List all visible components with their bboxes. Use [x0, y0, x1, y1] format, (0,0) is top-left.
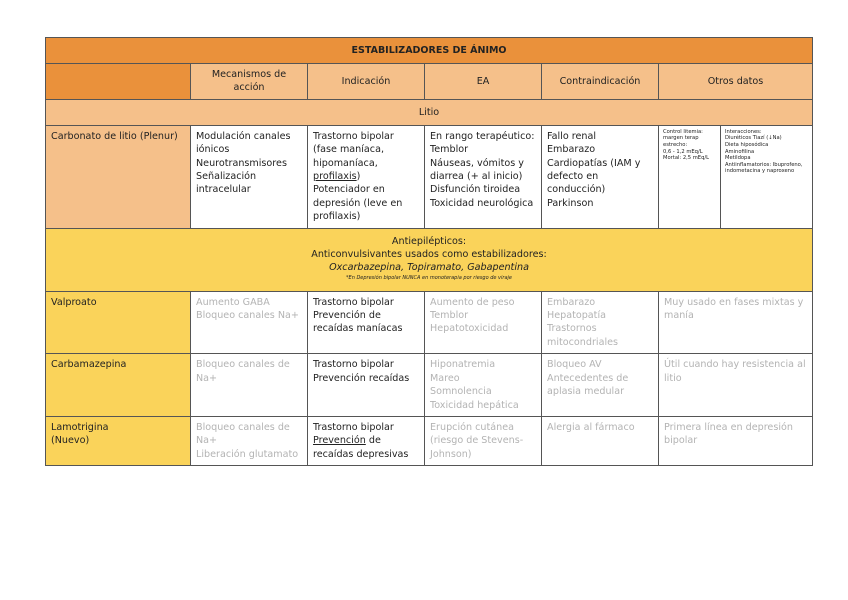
cell-line: Hiponatremia — [430, 359, 496, 371]
cell-line: Neurotransmisores — [196, 157, 287, 169]
cell-line: Modulación canales iónicos — [196, 130, 291, 156]
carbamazepina-otros: Útil cuando hay resistencia al litio — [659, 354, 813, 417]
litio-otros-interacciones — [721, 125, 813, 228]
cell-text: ) — [356, 171, 361, 183]
cell-line: Mareo — [430, 372, 460, 384]
cell-line: Parkinson — [547, 197, 594, 209]
cell-line: Toxicidad hepática — [430, 399, 519, 411]
lamotrigina-otros: Primera línea en depresión bipolar — [659, 416, 813, 465]
cell-line: Temblor — [430, 144, 469, 156]
cell-text: de recaídas depresivas — [313, 435, 409, 460]
mood-stabilizers-table — [45, 37, 813, 466]
lamotrigina-mecanismos — [191, 416, 308, 465]
table-title: ESTABILIZADORES DE ÁNIMO — [46, 38, 813, 64]
valproato-mecanismos — [191, 291, 308, 354]
table-row — [46, 416, 813, 465]
lamotrigina-ea: Erupción cutánea (riesgo de Stevens-Johnson) — [425, 416, 542, 465]
cell-line: Disfunción tiroidea — [430, 184, 521, 196]
cell-line: Cardiopatías (IAM y defecto en conducción) — [547, 157, 641, 196]
underlined-text: Prevención — [313, 435, 366, 447]
table-row — [46, 291, 813, 354]
cell-line: Liberación glutamato — [196, 448, 299, 460]
cell-line: Potenciador en depresión (leve en profilaxis) — [313, 184, 403, 223]
header-blank — [46, 64, 191, 100]
carbamazepina-mecanismos — [191, 354, 308, 417]
cell-line: Bloqueo canales de Na+ — [196, 359, 290, 384]
valproato-ea — [425, 291, 542, 354]
cell-line: Señalización intracelular — [196, 171, 257, 196]
drug-name-lamotrigina — [46, 416, 191, 465]
drug-name-carbamazepina: Carbamazepina — [46, 354, 191, 417]
cell-line: Embarazo — [547, 144, 596, 156]
table-row — [46, 125, 813, 228]
valproato-indicacion — [308, 291, 425, 354]
cell-line: Náuseas, vómitos y diarrea (+ al inicio) — [430, 157, 524, 183]
header-indicacion: Indicación — [308, 64, 425, 100]
cell-line: Anticonvulsivantes usados como estabilizadores: — [311, 249, 547, 261]
cell-line: Antiepilépticos: — [391, 235, 467, 247]
cell-line: Temblor — [430, 310, 469, 322]
cell-line: Hepatotoxicidad — [430, 323, 509, 335]
litio-otros-control — [659, 125, 721, 228]
table-row — [46, 354, 813, 417]
cell-line: Somnolencia — [430, 386, 492, 398]
underlined-text: profilaxis — [313, 171, 357, 183]
carbamazepina-indicacion — [308, 354, 425, 417]
lamotrigina-contra: Alergia al fármaco — [542, 416, 659, 465]
cell-line: Metildopa — [725, 155, 751, 162]
cell-line: Embarazo — [547, 296, 596, 308]
cell-line: Oxcarbazepina, Topiramato, Gabapentina — [329, 262, 529, 274]
cell-line: Aumento de peso — [430, 296, 515, 308]
carbamazepina-contra — [542, 354, 659, 417]
cell-line: Trastorno bipolar — [313, 296, 394, 308]
cell-line: Antecedentes de aplasia medular — [547, 372, 629, 398]
cell-line: Hepatopatía — [547, 310, 606, 322]
carbamazepina-ea — [425, 354, 542, 417]
cell-line: Mortal: 2,5 mEq/L — [663, 155, 709, 162]
valproato-otros: Muy usado en fases mixtas y manía — [659, 291, 813, 354]
cell-line: Bloqueo AV — [547, 359, 602, 371]
section-litio: Litio — [46, 99, 813, 125]
cell-line: En rango terapéutico: — [430, 130, 535, 142]
drug-name-valproato: Valproato — [46, 291, 191, 354]
section-antiepilepticos — [46, 228, 813, 291]
cell-line: Bloqueo canales Na+ — [196, 310, 299, 322]
litio-indicacion — [308, 125, 425, 228]
cell-line: Trastorno bipolar — [313, 359, 394, 371]
litio-contra — [542, 125, 659, 228]
litio-ea — [425, 125, 542, 228]
cell-line: Bloqueo canales de Na+ — [196, 421, 290, 447]
cell-line: Dieta hiposódica — [725, 142, 769, 148]
cell-line: Fallo renal — [547, 130, 597, 142]
header-mecanismos: Mecanismos de acción — [191, 64, 308, 100]
header-row — [46, 64, 813, 100]
footnote: *En Depresión bipolar NUNCA en monoterapia por riesgo de viraje — [346, 274, 512, 281]
cell-line: Trastornos mitocondriales — [547, 323, 619, 348]
cell-line: Trastorno bipolar — [313, 421, 394, 433]
header-otros: Otros datos — [659, 64, 813, 100]
cell-text: Trastorno bipolar (fase maníaca, hipomaníaca, — [313, 130, 394, 169]
cell-line: Control litemia: margen terap estrecho: — [663, 128, 703, 148]
header-contraindicacion: Contraindicación — [542, 64, 659, 100]
cell-line: 0,6 - 1,2 mEq/L — [663, 148, 703, 155]
lamotrigina-indicacion — [308, 416, 425, 465]
cell-line: Prevención recaídas — [313, 372, 410, 384]
valproato-contra — [542, 291, 659, 354]
cell-line: Prevención de recaídas maníacas — [313, 310, 403, 335]
cell-line: Diuréticos Tiazí (↓Na) — [725, 135, 782, 142]
drug-name-litio: Carbonato de litio (Plenur) — [46, 125, 191, 228]
cell-line: Aumento GABA — [196, 296, 270, 308]
cell-line: (Nuevo) — [51, 435, 90, 447]
cell-line: Aminofilina — [725, 148, 755, 155]
cell-line: Antiinflamatorios: Ibuprofeno, indometacina y naproxeno — [725, 161, 803, 175]
cell-line: Toxicidad neurológica — [430, 197, 534, 209]
cell-line: Interacciones: — [725, 128, 762, 135]
header-ea: EA — [425, 64, 542, 100]
litio-mecanismos — [191, 125, 308, 228]
cell-line: Lamotrigina — [51, 421, 109, 433]
